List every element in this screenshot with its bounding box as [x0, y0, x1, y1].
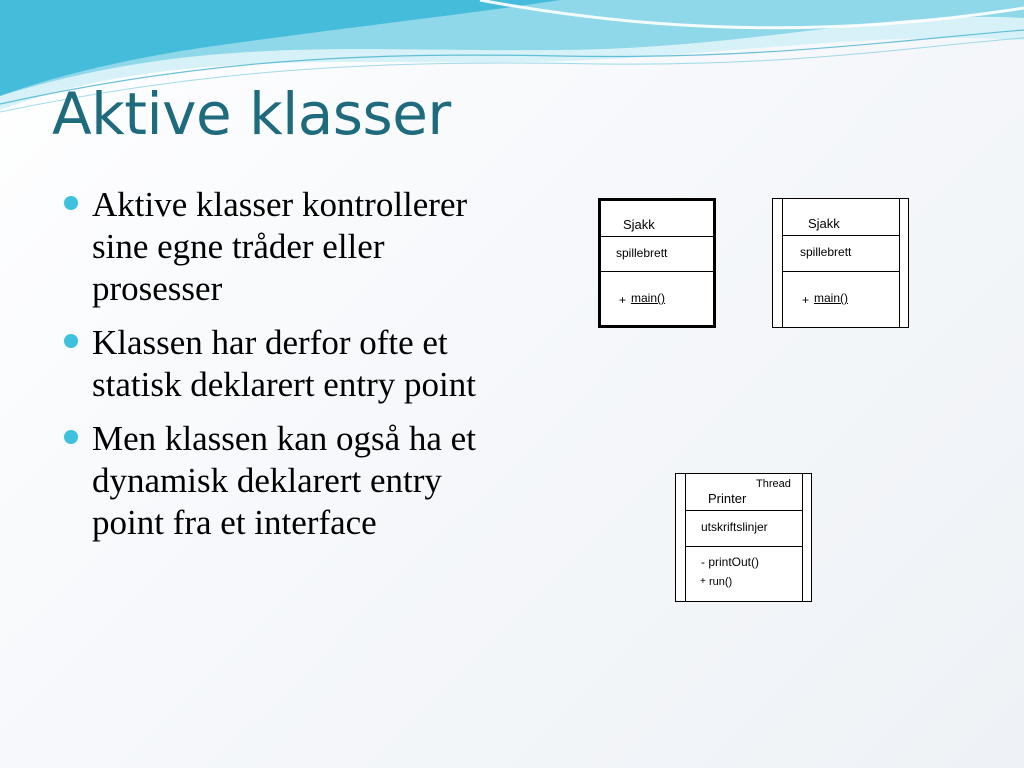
uml-divider — [685, 546, 803, 547]
uml-divider — [782, 235, 900, 236]
uml-class-sjakk-thick-border — [598, 198, 716, 328]
uml-attribute: spillebrett — [616, 246, 668, 260]
uml-operation: main() — [814, 291, 849, 305]
bullet-text: Aktive klasser kontrollerer sine egne tråder eller prosesser — [92, 185, 468, 308]
bullet-dot-icon — [64, 430, 78, 444]
uml-operation-visibility: + — [700, 576, 706, 587]
bullet-item — [62, 184, 502, 310]
uml-operation-visibility: + — [619, 293, 627, 307]
uml-operation-visibility: + — [802, 293, 810, 307]
slide-title: Aktive klasser — [52, 80, 451, 148]
uml-divider — [782, 271, 900, 272]
uml-attribute: utskriftslinjer — [701, 520, 768, 534]
uml-class-printer — [675, 473, 812, 602]
uml-divider — [685, 510, 803, 511]
uml-stereotype: Thread — [756, 478, 791, 490]
uml-attribute: spillebrett — [800, 245, 852, 259]
bullet-item — [62, 418, 502, 544]
uml-class-name: Sjakk — [623, 217, 655, 232]
bullet-list — [62, 184, 502, 556]
uml-side-bar-left — [685, 474, 686, 601]
bullet-text: Men klassen kan også ha et dynamisk deklarert entry point fra et interface — [92, 419, 476, 542]
uml-class-sjakk-side-bars — [772, 198, 909, 328]
bullet-dot-icon — [64, 196, 78, 210]
uml-class-name: Sjakk — [808, 216, 840, 231]
uml-class-name: Printer — [708, 491, 747, 506]
uml-side-bar-right — [802, 474, 803, 601]
bullet-text: Klassen har derfor ofte et statisk deklarert entry point — [92, 323, 476, 404]
uml-operation: main() — [631, 291, 666, 305]
uml-side-bar-left — [782, 199, 783, 327]
uml-divider — [601, 271, 713, 272]
uml-divider — [601, 236, 713, 237]
bullet-item — [62, 322, 502, 406]
uml-operation: - printOut() — [701, 555, 760, 569]
uml-operation: run() — [709, 576, 733, 588]
uml-side-bar-right — [899, 199, 900, 327]
bullet-dot-icon — [64, 334, 78, 348]
